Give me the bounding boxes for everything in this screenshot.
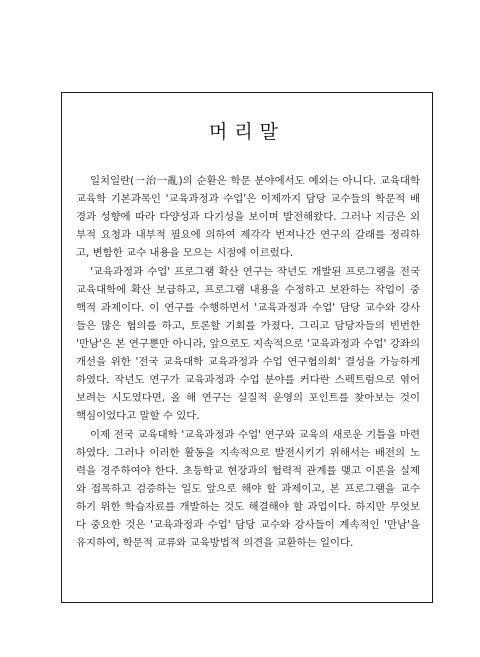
text-line: 핵심이었다고 말할 수 있다.: [76, 409, 200, 422]
text-line: 개선을 위한 '전국 교육대학 교육과정과 수업 연구협의회' 결성을 가능하게: [76, 355, 420, 368]
text-line: 들은 많은 협의를 하고, 토론할 기회를 가졌다. 그리고 담당자들의 빈번한: [76, 320, 420, 333]
text-line: 교육학 기본과목인 '교육과정과 수업'은 이제까지 담당 교수들의 학문적 배: [76, 192, 420, 205]
text-line: '만남'은 본 연구뿐만 아니라, 앞으로도 지속적으로 '교육과정과 수업' 강좌의: [76, 338, 420, 351]
text-line: 력을 경주하여야 한다. 초등학교 현장과의 협력적 관계를 맺고 이론을 실제: [76, 465, 420, 478]
text-line: 고, 변함한 교수 내용을 모으는 시점에 이르렀다.: [76, 246, 294, 259]
text-line: 다 중요한 것은 '교육과정과 수업' 담당 교수와 강사들이 계속적인 '만남'을: [76, 518, 420, 531]
text-line: 이제 전국 교육대학 '교육과정과 수업' 연구와 교육의 새로운 기틀을 마련: [90, 429, 420, 442]
paragraph: [76, 264, 420, 425]
text-line: 일치일란(一治一亂)의 순환은 학문 분야에서도 예외는 아니다. 교육대학: [90, 175, 420, 187]
text-line: 와 접목하고 검증하는 일도 앞으로 해야 할 과제이고, 본 프로그램을 교수: [76, 483, 420, 496]
page-title: 머리말: [208, 121, 286, 143]
text-line: 핵적 과제이다. 이 연구를 수행하면서 '교육과정과 수업' 담당 교수와 강사: [76, 302, 420, 315]
text-line: 하였다. 그러나 이러한 활동을 지속적으로 발전시키기 위해서는 배전의 노: [76, 447, 420, 460]
text-line: 유지하여, 학문적 교류와 교육방법적 의견을 교환하는 일이다.: [76, 536, 354, 549]
text-line: 하였다. 작년도 연구가 교육과정과 수업 분야를 커다란 스펙트럼으로 엮어: [76, 373, 420, 386]
paragraph: [76, 427, 420, 552]
text-line: 보려는 시도였다면, 올 해 연구는 실질적 운영의 포인트를 찾아보는 것이: [76, 391, 420, 404]
text-line: '교육과정과 수업' 프로그램 확산 연구는 작년도 개발된 프로그램을 전국: [90, 266, 420, 279]
text-line: 교육대학에 확산 보급하고, 프로그램 내용을 수정하고 보완하는 작업이 중: [76, 284, 420, 297]
paragraph: [76, 173, 420, 262]
preface-body: [76, 173, 420, 553]
text-line: 부적 요청과 내부적 필요에 의하여 제각각 번져나간 연구의 갈래를 정리하: [76, 228, 420, 241]
text-line: 하기 위한 학습자료를 개발하는 것도 해결해야 할 과업이다. 하지만 무엇보: [76, 501, 420, 514]
text-line: 경과 성향에 따라 다양성과 다기성을 보이며 발전해왔다. 그러나 지금은 외: [76, 210, 420, 223]
